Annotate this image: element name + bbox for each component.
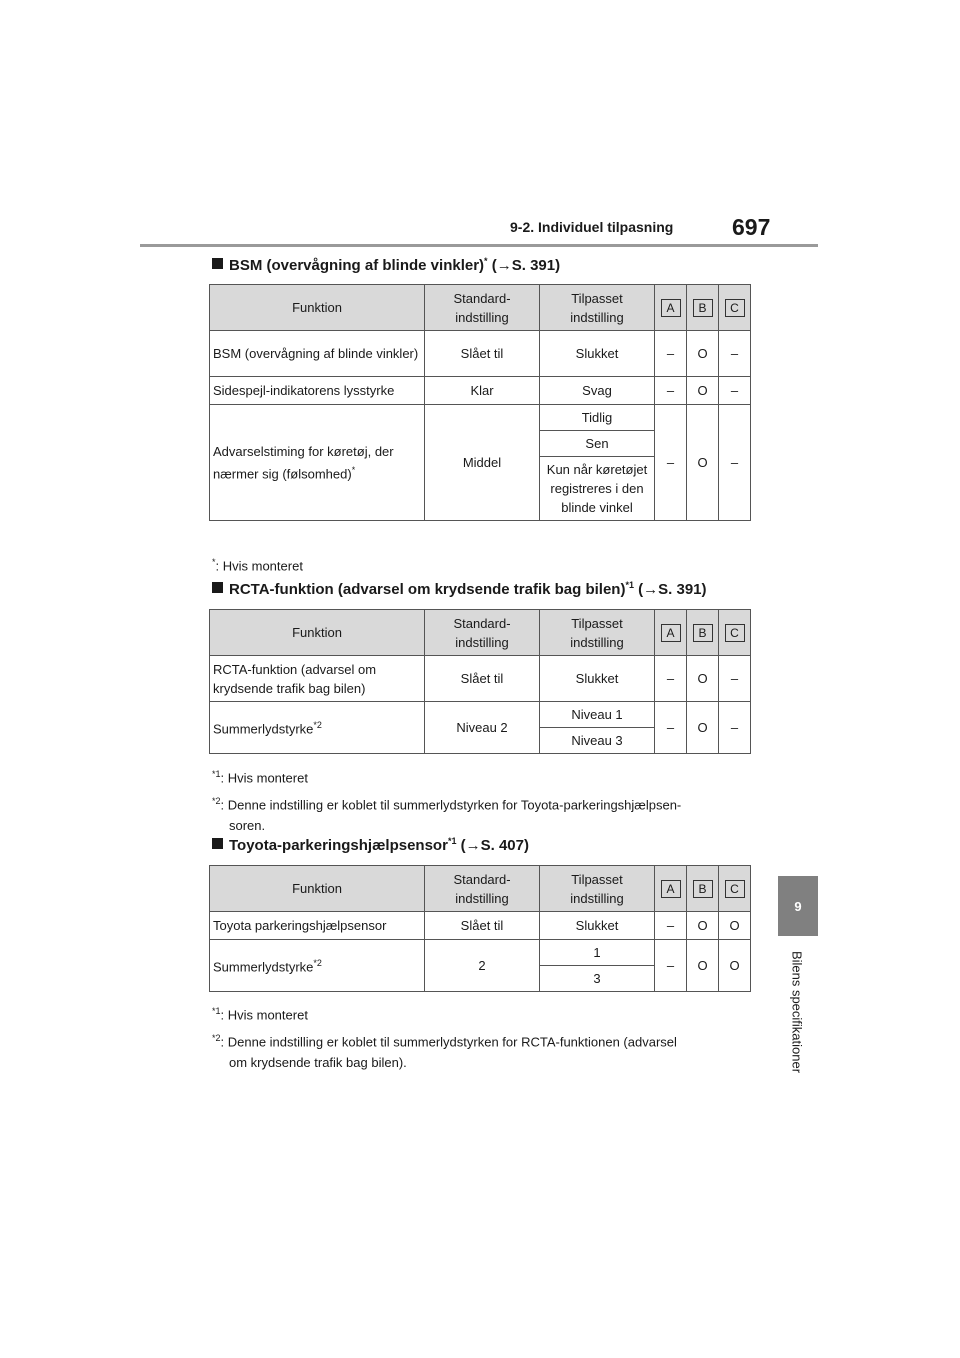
- table-row: RCTA-funktion (advarsel om krydsende trafik bag bilen) Slået til Slukket – O –: [210, 656, 751, 702]
- footnotes-parking: $^{*1}$: Hvis monteret $^{*2}$: Denne indstilling er koblet til summerlydstyrken for RCTA-funktionen (advarsel om krydsende trafik bag bilen).: [212, 1006, 677, 1070]
- section-heading-parking: Toyota-parkeringshjælpsensor$^{*1}$ (→S. 407): [212, 836, 529, 854]
- col-header-standard: Standard- indstilling: [425, 610, 540, 656]
- section-heading-bsm: BSM (overvågning af blinde vinkler)* (→S. 391): [212, 256, 560, 274]
- chapter-title: 9-2. Individuel tilpasning: [510, 219, 674, 235]
- col-header-c: C: [719, 610, 751, 656]
- col-header-standard: Standard- indstilling: [425, 285, 540, 331]
- col-header-standard: Standard- indstilling: [425, 866, 540, 912]
- square-bullet-icon: [212, 258, 223, 269]
- table-row: Sidespejl-indikatorens lysstyrke Klar Svag – O –: [210, 377, 751, 405]
- square-bullet-icon: [212, 838, 223, 849]
- parking-table: Funktion Standard- indstilling Tilpasset indstilling A B C Toyota parkeringshjælpsensor Slået til Slukket – O O Summerlydstyrke$^{*2}$ 2 1 – O O 3: [209, 865, 751, 992]
- col-header-funktion: Funktion: [210, 285, 425, 331]
- col-header-a: A: [655, 866, 687, 912]
- table-row: Summerlydstyrke$^{*2}$ Niveau 2 Niveau 1 – O –: [210, 702, 751, 728]
- col-header-a: A: [655, 285, 687, 331]
- table-row: Summerlydstyrke$^{*2}$ 2 1 – O O: [210, 940, 751, 966]
- col-header-a: A: [655, 610, 687, 656]
- col-header-funktion: Funktion: [210, 866, 425, 912]
- col-header-tilpasset: Tilpasset indstilling: [540, 866, 655, 912]
- bsm-table: Funktion Standard- indstilling Tilpasset indstilling A B C BSM (overvågning af blinde vinkler) Slået til Slukket – O – Sidespejl-indikatorens lysstyrke Klar Svag – O – Advarselstiming for køretøj, der nærmer sig (følsomhed)* Middel Tidlig – O – Sen Kun når køretøjet registreres i den blinde vinkel: [209, 284, 751, 521]
- col-header-c: C: [719, 866, 751, 912]
- col-header-tilpasset: Tilpasset indstilling: [540, 285, 655, 331]
- page-number: 697: [732, 214, 771, 240]
- col-header-b: B: [687, 866, 719, 912]
- table-row: Advarselstiming for køretøj, der nærmer sig (følsomhed)* Middel Tidlig – O –: [210, 405, 751, 431]
- footnotes-rcta: $^{*1}$: Hvis monteret $^{*2}$: Denne indstilling er koblet til summerlydstyrken for Toyota-parkeringshjælpsen- soren.: [212, 769, 682, 833]
- chapter-side-label: Bilens specifikationer: [789, 950, 805, 1074]
- col-header-c: C: [719, 285, 751, 331]
- col-header-b: B: [687, 610, 719, 656]
- table-row: Toyota parkeringshjælpsensor Slået til Slukket – O O: [210, 912, 751, 940]
- footnotes-bsm: *: Hvis monteret: [212, 557, 303, 574]
- header-rule: [140, 244, 818, 247]
- square-bullet-icon: [212, 582, 223, 593]
- table-row: BSM (overvågning af blinde vinkler) Slået til Slukket – O –: [210, 331, 751, 377]
- col-header-b: B: [687, 285, 719, 331]
- section-heading-rcta: RCTA-funktion (advarsel om krydsende trafik bag bilen)$^{*1}$ (→S. 391): [212, 580, 707, 598]
- col-header-funktion: Funktion: [210, 610, 425, 656]
- rcta-table: Funktion Standard- indstilling Tilpasset indstilling A B C RCTA-funktion (advarsel om krydsende trafik bag bilen) Slået til Slukket – O – Summerlydstyrke$^{*2}$ Niveau 2 Niveau 1 – O – Niveau 3: [209, 609, 751, 754]
- chapter-tab: 9: [778, 876, 818, 936]
- col-header-tilpasset: Tilpasset indstilling: [540, 610, 655, 656]
